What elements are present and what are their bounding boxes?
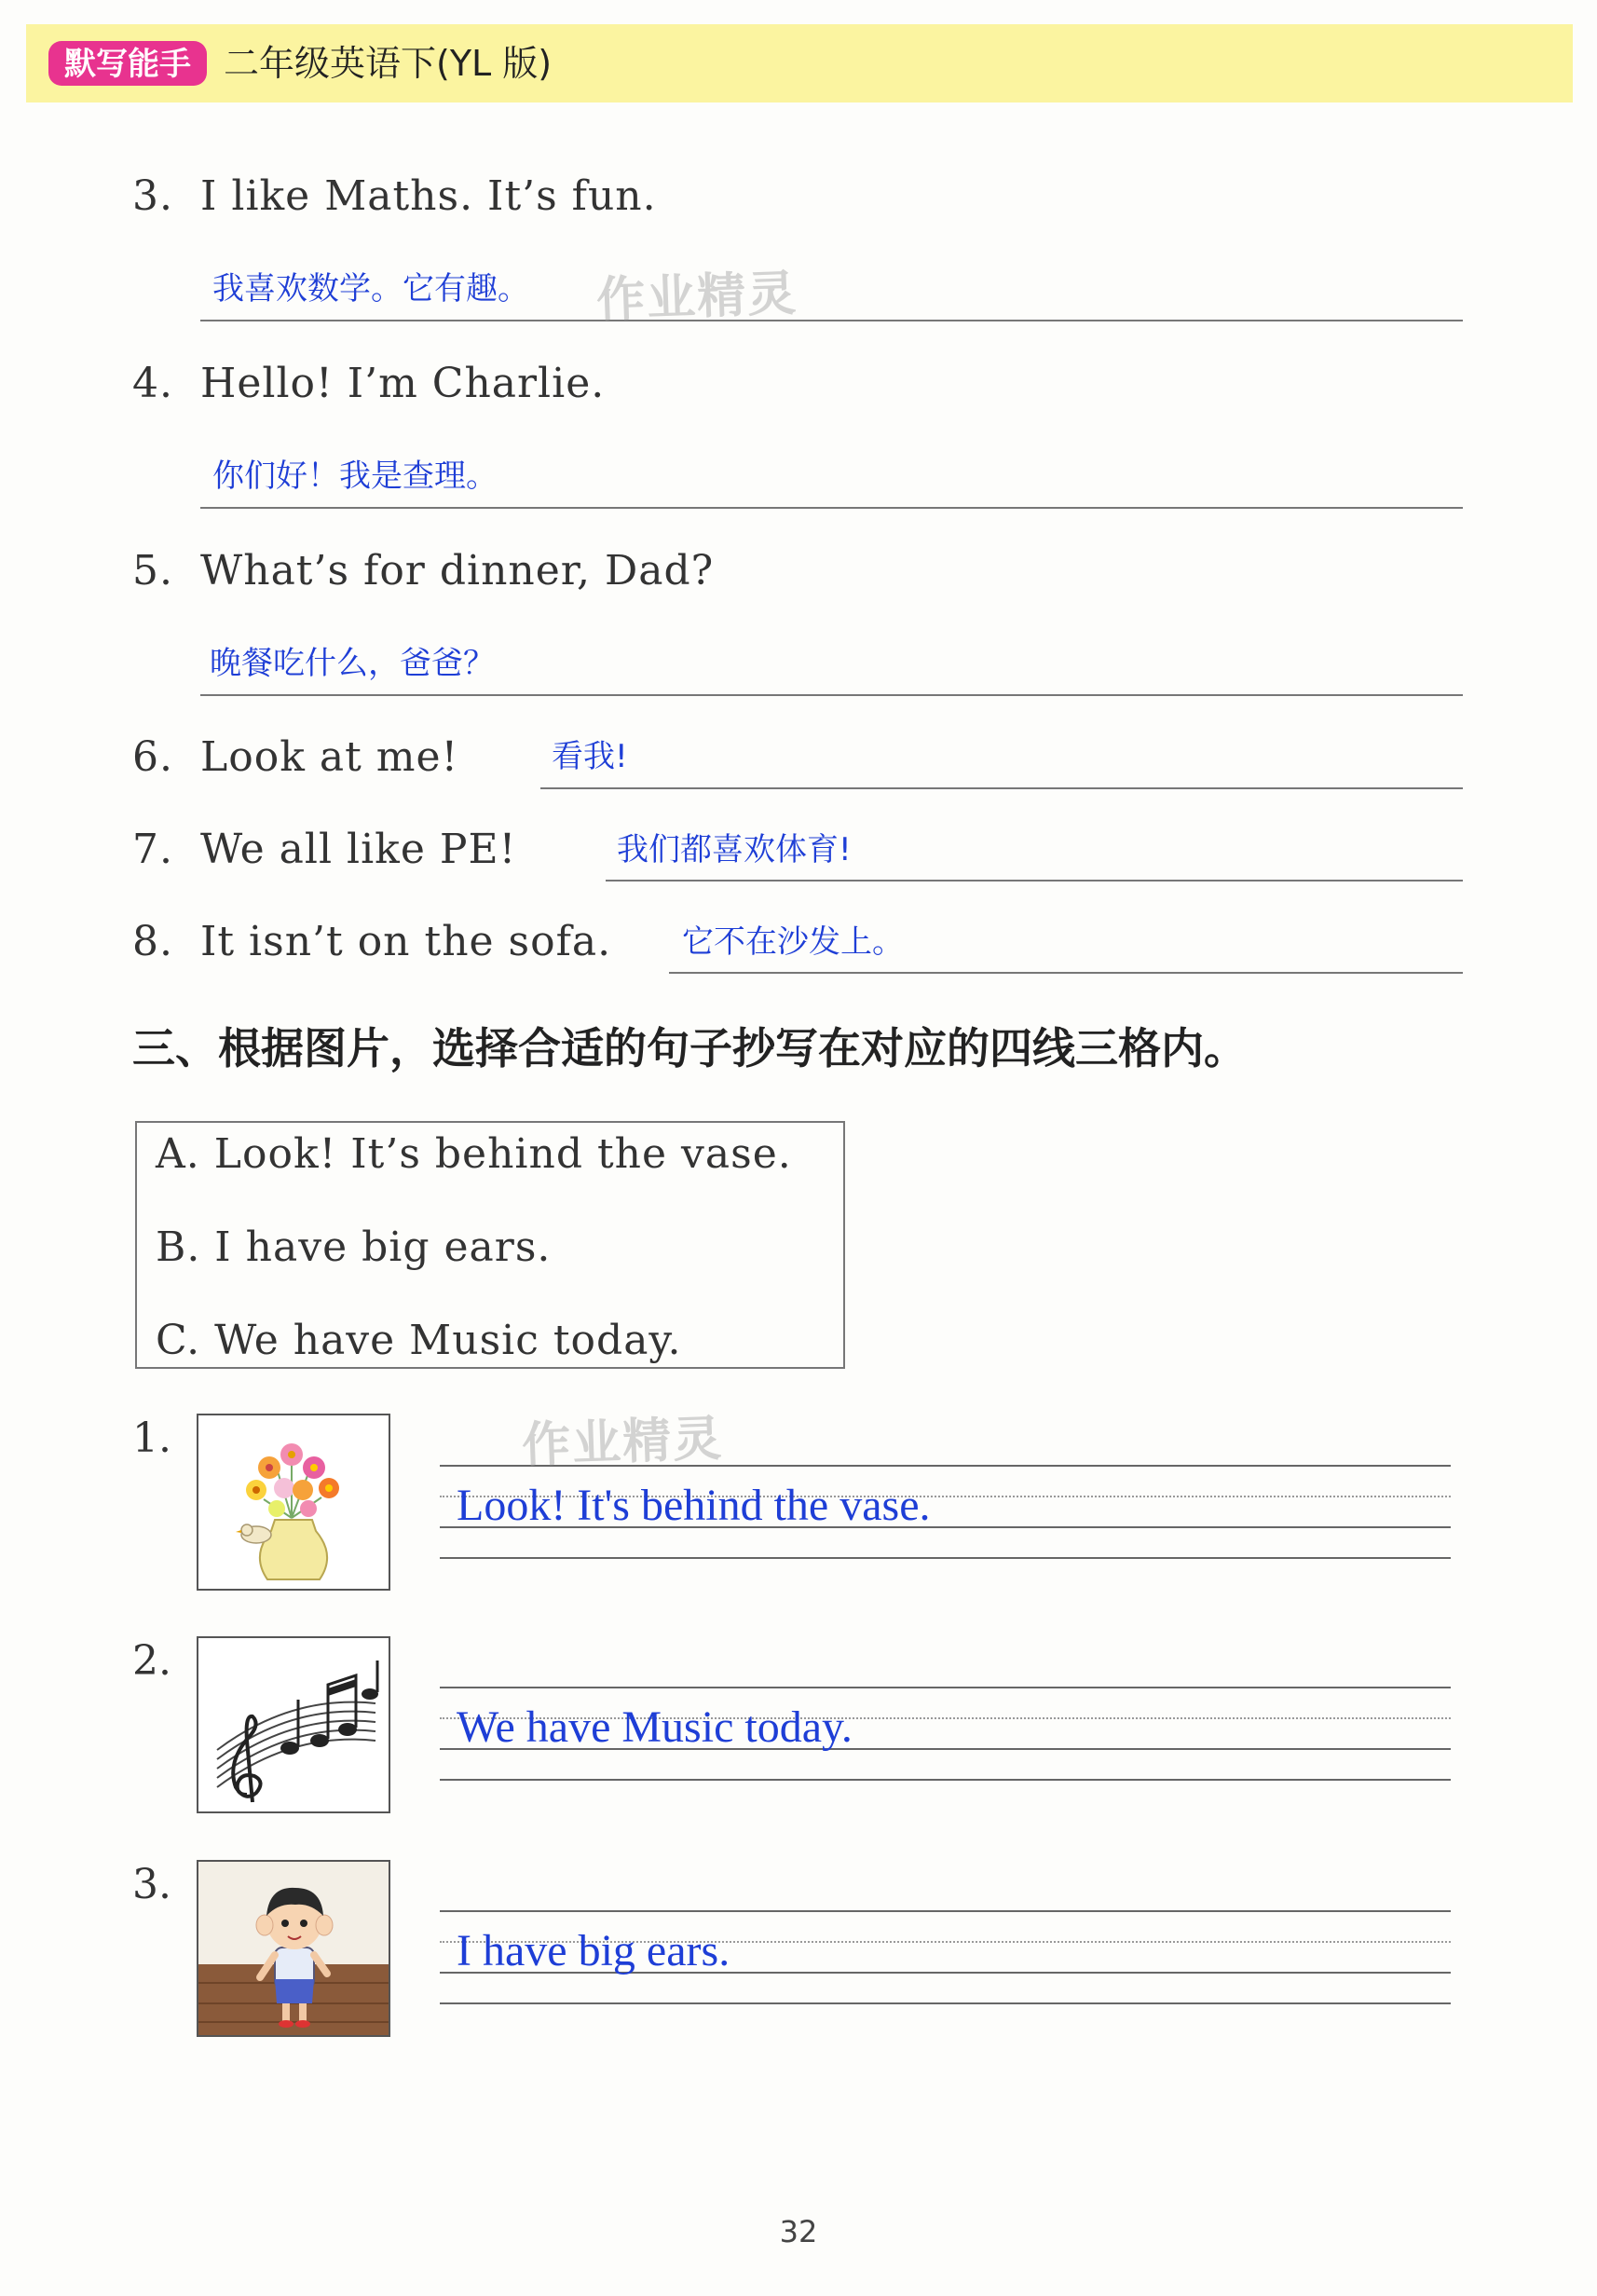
item-number: 6. bbox=[132, 733, 173, 781]
item-answer: 我们都喜欢体育! bbox=[617, 831, 852, 868]
answer-line bbox=[200, 320, 1463, 321]
item-number: 3. bbox=[132, 172, 173, 220]
picture-number: 2. bbox=[132, 1637, 171, 1685]
item-answer: 它不在沙发上。 bbox=[682, 923, 904, 961]
item-sentence: I like Maths. It’s fun. bbox=[200, 172, 657, 220]
writing-line-bottom bbox=[440, 1557, 1451, 1559]
option-a: A. Look! It’s behind the vase. bbox=[156, 1130, 792, 1178]
picture-frame bbox=[197, 1860, 390, 2037]
answer-line bbox=[669, 972, 1463, 974]
answer-line bbox=[606, 880, 1463, 882]
picture-number: 3. bbox=[132, 1861, 171, 1908]
writing-line-top bbox=[440, 1687, 1451, 1688]
answer-line bbox=[200, 507, 1463, 509]
item-answer: 看我! bbox=[552, 738, 628, 775]
book-logo bbox=[48, 39, 207, 88]
writing-line-bottom bbox=[440, 2002, 1451, 2004]
item-sentence: Look at me! bbox=[200, 733, 459, 781]
picture-answer: I have big ears. bbox=[457, 1926, 730, 1975]
picture-frame bbox=[197, 1636, 390, 1813]
item-number: 8. bbox=[132, 918, 173, 965]
boy-icon bbox=[198, 1862, 389, 2035]
item-sentence: Hello! I’m Charlie. bbox=[200, 360, 606, 407]
picture-answer: Look! It's behind the vase. bbox=[457, 1481, 931, 1530]
options-box bbox=[135, 1121, 845, 1369]
page-header bbox=[26, 24, 1573, 102]
item-sentence: We all like PE! bbox=[200, 826, 517, 873]
option-c: C. We have Music today. bbox=[156, 1317, 682, 1364]
section-title: 三、根据图片，选择合适的句子抄写在对应的四线三格内。 bbox=[132, 1023, 1247, 1073]
svg-text:默写能手: 默写能手 bbox=[64, 46, 191, 83]
item-answer: 你们好！我是查理。 bbox=[212, 458, 498, 495]
watermark: 作业精灵 bbox=[521, 1411, 725, 1474]
item-number: 7. bbox=[132, 826, 173, 873]
page-number: 32 bbox=[779, 2214, 818, 2249]
item-answer: 我喜欢数学。它有趣。 bbox=[212, 270, 529, 308]
flower-vase-bird-icon bbox=[198, 1415, 389, 1589]
item-sentence: What’s for dinner, Dad? bbox=[200, 547, 715, 594]
item-sentence: It isn’t on the sofa. bbox=[200, 918, 612, 965]
item-number: 4. bbox=[132, 360, 173, 407]
picture-frame bbox=[197, 1414, 390, 1591]
series-title: 二年级英语下(YL 版) bbox=[224, 43, 553, 84]
music-notes-icon bbox=[198, 1638, 389, 1811]
answer-line bbox=[540, 787, 1463, 789]
picture-number: 1. bbox=[132, 1414, 171, 1462]
writing-line-bottom bbox=[440, 1779, 1451, 1781]
option-b: B. I have big ears. bbox=[156, 1223, 552, 1271]
answer-line bbox=[200, 694, 1463, 696]
picture-answer: We have Music today. bbox=[457, 1702, 853, 1752]
watermark: 作业精灵 bbox=[595, 266, 799, 329]
item-answer: 晚餐吃什么，爸爸？ bbox=[210, 645, 495, 682]
item-number: 5. bbox=[132, 547, 173, 594]
writing-line-top bbox=[440, 1910, 1451, 1912]
